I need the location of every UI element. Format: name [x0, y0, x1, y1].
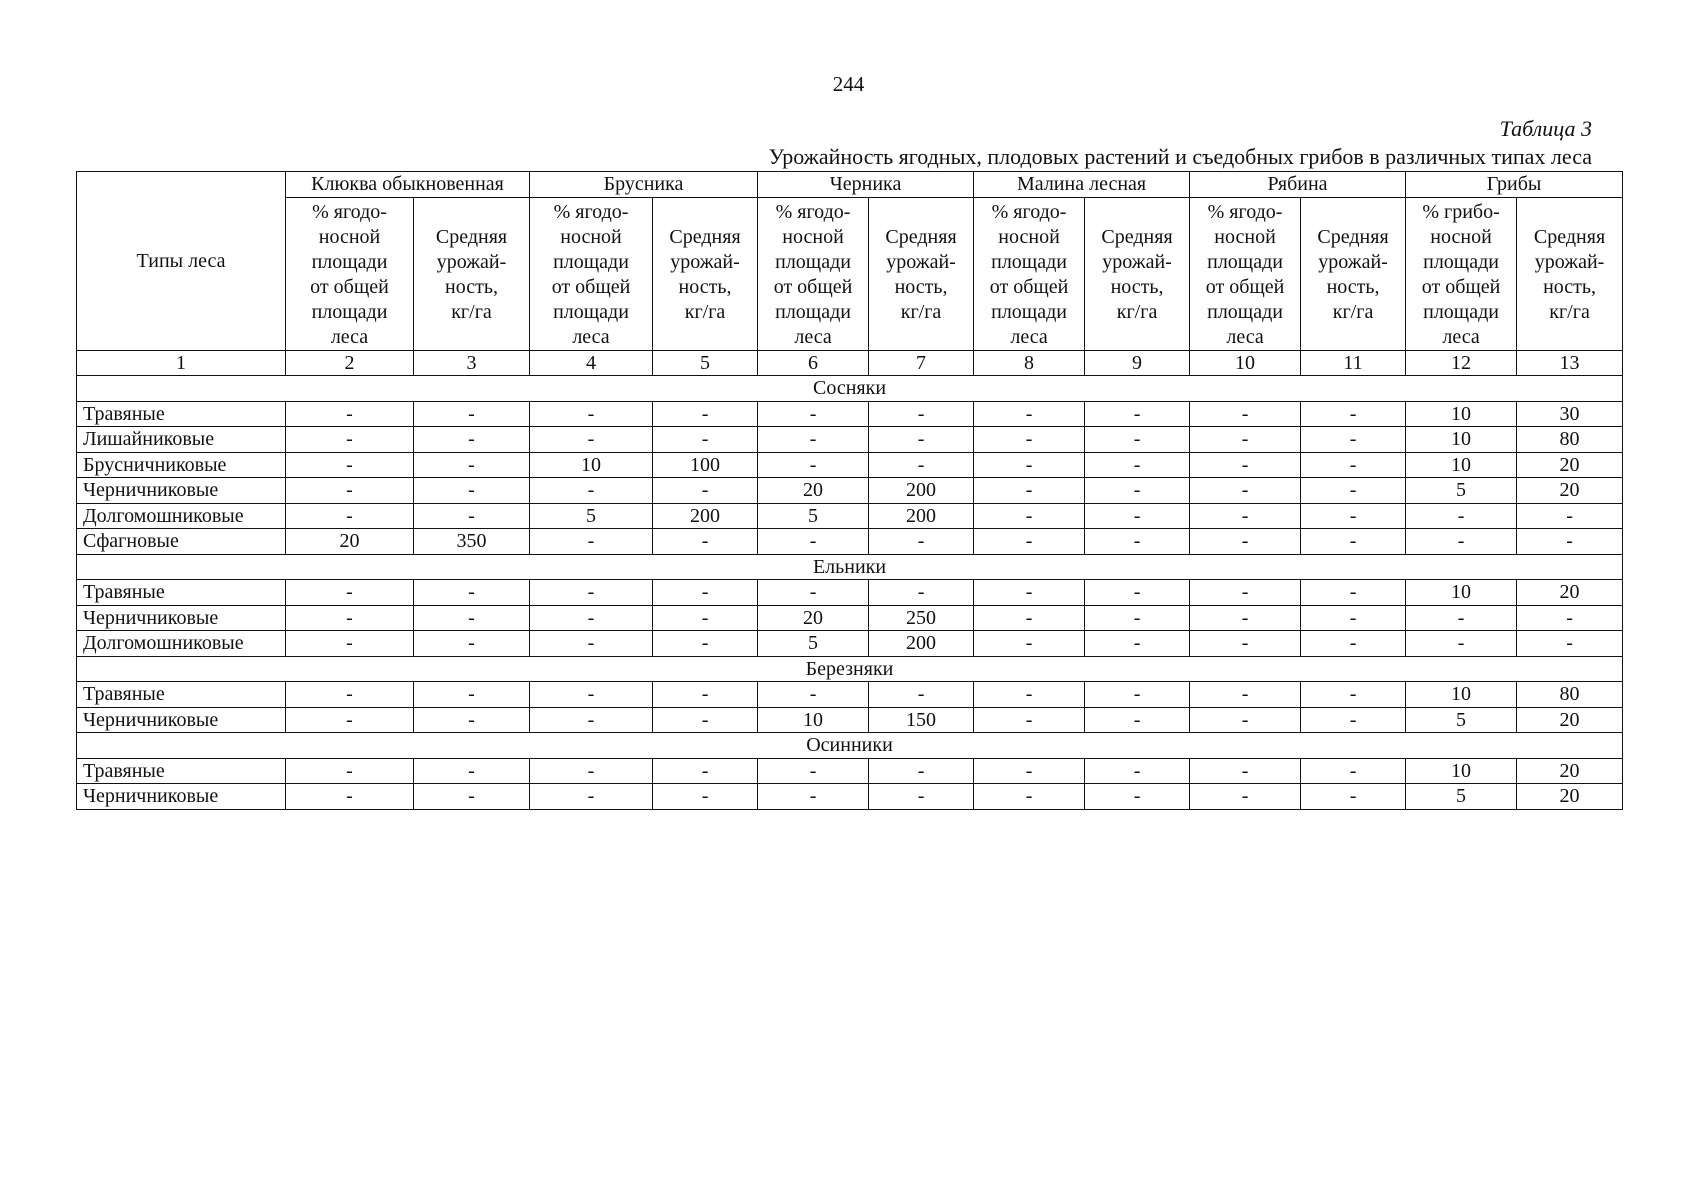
sub-header-line: леса	[330, 325, 369, 348]
value-cell: -	[286, 758, 414, 784]
forest-type-header: Типы леса	[77, 172, 286, 351]
value-cell: -	[530, 529, 653, 555]
sub-header-line: Средняя	[669, 225, 741, 248]
column-number: 9	[1085, 350, 1190, 376]
value-cell: 20	[286, 529, 414, 555]
sub-header-line: ность,	[445, 275, 498, 298]
sub-header-line: носной	[318, 225, 381, 248]
sub-header-line: % ягодо-	[991, 200, 1067, 223]
value-cell: -	[974, 682, 1085, 708]
sub-header-line: Средняя	[1533, 225, 1606, 248]
section-title: Березняки	[77, 656, 1623, 682]
value-cell: -	[414, 452, 530, 478]
value-cell: -	[653, 784, 758, 810]
value-cell: 10	[1406, 452, 1517, 478]
column-number: 3	[414, 350, 530, 376]
value-cell: -	[653, 707, 758, 733]
value-cell: -	[758, 529, 869, 555]
value-cell: 10	[1406, 427, 1517, 453]
forest-type-name: Черничниковые	[77, 605, 286, 631]
value-cell: -	[1085, 580, 1190, 606]
value-cell: -	[1301, 707, 1406, 733]
value-cell: -	[1517, 605, 1623, 631]
sub-header-line: площади	[553, 250, 629, 273]
sub-header-line: урожай-	[1534, 250, 1605, 273]
value-cell: 20	[1517, 452, 1623, 478]
table-row	[77, 631, 1623, 657]
column-number: 11	[1301, 350, 1406, 376]
value-cell: 20	[1517, 707, 1623, 733]
value-cell: -	[1190, 707, 1301, 733]
value-cell: -	[1406, 529, 1517, 555]
value-cell: -	[869, 401, 974, 427]
value-cell: -	[758, 452, 869, 478]
sub-header-line: % грибо-	[1422, 200, 1500, 223]
column-number: 8	[974, 350, 1085, 376]
value-cell: -	[1301, 452, 1406, 478]
value-cell: 30	[1517, 401, 1623, 427]
value-cell: -	[1190, 758, 1301, 784]
value-cell: -	[530, 784, 653, 810]
table-row	[77, 758, 1623, 784]
value-cell: -	[1301, 503, 1406, 529]
sub-header-line: площади	[1207, 300, 1283, 323]
value-cell: -	[530, 427, 653, 453]
value-cell: -	[869, 682, 974, 708]
value-cell: -	[286, 580, 414, 606]
value-cell: -	[653, 758, 758, 784]
sub-header-cell	[1301, 197, 1406, 350]
value-cell: 20	[1517, 758, 1623, 784]
group-header: Брусника	[530, 172, 758, 198]
value-cell: 200	[653, 503, 758, 529]
value-cell: -	[1190, 529, 1301, 555]
sub-header-line: ность,	[1110, 275, 1164, 298]
value-cell: -	[1190, 401, 1301, 427]
value-cell: -	[974, 503, 1085, 529]
value-cell: -	[414, 631, 530, 657]
value-cell: -	[758, 401, 869, 427]
sub-header-line: носной	[998, 225, 1060, 248]
value-cell: 250	[869, 605, 974, 631]
sub-header-row	[77, 197, 1623, 350]
value-cell: 10	[1406, 401, 1517, 427]
sub-header-line: леса	[1010, 325, 1048, 348]
value-cell: -	[286, 503, 414, 529]
table-head	[77, 172, 1623, 376]
value-cell: -	[869, 784, 974, 810]
table-row	[77, 427, 1623, 453]
table-row	[77, 503, 1623, 529]
section-title: Осинники	[77, 733, 1623, 759]
value-cell: -	[286, 452, 414, 478]
value-cell: -	[1301, 631, 1406, 657]
value-cell: -	[530, 605, 653, 631]
table-title: Урожайность ягодных, плодовых растений и съедобных грибов в различных типах леса	[768, 144, 1592, 169]
sub-header-line: площади	[991, 250, 1067, 273]
value-cell: 10	[1406, 682, 1517, 708]
value-cell: 10	[758, 707, 869, 733]
value-cell: -	[414, 784, 530, 810]
value-cell: -	[758, 682, 869, 708]
value-cell: -	[869, 758, 974, 784]
value-cell: 200	[869, 631, 974, 657]
sub-header-line: от общей	[989, 275, 1069, 298]
sub-header-line: Средняя	[1101, 225, 1173, 248]
sub-header-cell	[414, 197, 530, 350]
forest-type-name: Сфагновые	[77, 529, 286, 555]
value-cell: -	[530, 580, 653, 606]
sub-header-line: кг/га	[684, 300, 726, 323]
value-cell: -	[974, 401, 1085, 427]
sub-header-line: площади	[1423, 300, 1499, 323]
column-number: 13	[1517, 350, 1623, 376]
value-cell: 5	[1406, 478, 1517, 504]
value-cell: -	[414, 758, 530, 784]
column-number: 12	[1406, 350, 1517, 376]
section-row	[77, 733, 1623, 759]
value-cell: -	[653, 529, 758, 555]
value-cell: -	[974, 529, 1085, 555]
value-cell: -	[653, 427, 758, 453]
value-cell: -	[1085, 529, 1190, 555]
table-row	[77, 605, 1623, 631]
sub-header-line: ность,	[678, 275, 732, 298]
sub-header-line: Средняя	[1317, 225, 1389, 248]
value-cell: -	[1085, 478, 1190, 504]
value-cell: -	[1301, 427, 1406, 453]
value-cell: -	[530, 631, 653, 657]
value-cell: -	[1406, 605, 1517, 631]
sub-header-line: леса	[794, 325, 832, 348]
value-cell: -	[414, 707, 530, 733]
yield-table	[76, 171, 1623, 810]
value-cell: -	[286, 401, 414, 427]
sub-header-line: % ягодо-	[553, 200, 629, 223]
sub-header-line: ность,	[894, 275, 948, 298]
sub-header-line: урожай-	[670, 250, 740, 273]
table-row	[77, 784, 1623, 810]
value-cell: -	[1406, 631, 1517, 657]
value-cell: -	[1190, 682, 1301, 708]
group-header: Клюква обыкновенная	[286, 172, 530, 198]
value-cell: -	[530, 758, 653, 784]
value-cell: 10	[1406, 758, 1517, 784]
value-cell: 350	[414, 529, 530, 555]
section-row	[77, 656, 1623, 682]
section-title: Ельники	[77, 554, 1623, 580]
value-cell: 80	[1517, 427, 1623, 453]
value-cell: 20	[758, 478, 869, 504]
value-cell: 20	[1517, 580, 1623, 606]
forest-type-name: Долгомошниковые	[77, 503, 286, 529]
value-cell: 150	[869, 707, 974, 733]
section-title: Сосняки	[77, 376, 1623, 402]
sub-header-cell	[1085, 197, 1190, 350]
value-cell: 20	[758, 605, 869, 631]
sub-header-line: урожай-	[1318, 250, 1388, 273]
table-row	[77, 401, 1623, 427]
value-cell: 200	[869, 478, 974, 504]
sub-header-line: леса	[1226, 325, 1264, 348]
sub-header-line: леса	[1442, 325, 1480, 348]
sub-header-line: от общей	[1421, 275, 1501, 298]
section-row	[77, 554, 1623, 580]
sub-header-line: кг/га	[1549, 300, 1590, 323]
value-cell: -	[1301, 784, 1406, 810]
value-cell: -	[1085, 682, 1190, 708]
sub-header-line: урожай-	[436, 250, 507, 273]
value-cell: -	[286, 605, 414, 631]
value-cell: -	[1301, 478, 1406, 504]
sub-header-line: носной	[560, 225, 622, 248]
value-cell: -	[414, 427, 530, 453]
column-number-row	[77, 350, 1623, 376]
value-cell: -	[1085, 631, 1190, 657]
value-cell: -	[974, 707, 1085, 733]
sub-header-cell	[869, 197, 974, 350]
value-cell: 20	[1517, 784, 1623, 810]
forest-type-name: Травяные	[77, 758, 286, 784]
forest-type-name: Долгомошниковые	[77, 631, 286, 657]
column-number: 6	[758, 350, 869, 376]
table-body	[77, 376, 1623, 810]
sub-header-line: площади	[1423, 250, 1499, 273]
value-cell: -	[653, 631, 758, 657]
value-cell: -	[1190, 784, 1301, 810]
value-cell: -	[1301, 758, 1406, 784]
sub-header-line: кг/га	[1332, 300, 1374, 323]
forest-type-name: Травяные	[77, 401, 286, 427]
value-cell: -	[530, 478, 653, 504]
value-cell: -	[1190, 605, 1301, 631]
value-cell: 5	[1406, 707, 1517, 733]
value-cell: 80	[1517, 682, 1623, 708]
table-row	[77, 478, 1623, 504]
sub-header-line: леса	[572, 325, 610, 348]
value-cell: -	[1190, 503, 1301, 529]
table-label: Таблица 3	[1499, 116, 1592, 141]
value-cell: -	[414, 580, 530, 606]
sub-header-line: ность,	[1326, 275, 1380, 298]
value-cell: -	[1085, 605, 1190, 631]
value-cell: -	[869, 452, 974, 478]
value-cell: -	[1190, 580, 1301, 606]
value-cell: -	[974, 605, 1085, 631]
value-cell: -	[869, 580, 974, 606]
column-number: 10	[1190, 350, 1301, 376]
value-cell: -	[653, 478, 758, 504]
column-number: 4	[530, 350, 653, 376]
value-cell: 200	[869, 503, 974, 529]
value-cell: -	[653, 401, 758, 427]
forest-type-name: Травяные	[77, 580, 286, 606]
value-cell: -	[974, 580, 1085, 606]
column-number: 7	[869, 350, 974, 376]
sub-header-line: от общей	[773, 275, 853, 298]
value-cell: -	[869, 529, 974, 555]
sub-header-line: Средняя	[435, 225, 508, 248]
value-cell: -	[286, 631, 414, 657]
value-cell: 5	[758, 631, 869, 657]
value-cell: -	[286, 784, 414, 810]
value-cell: -	[1301, 605, 1406, 631]
sub-header-line: площади	[553, 300, 629, 323]
sub-header-cell	[653, 197, 758, 350]
sub-header-cell	[1406, 197, 1517, 350]
sub-header-line: носной	[1430, 225, 1492, 248]
value-cell: -	[414, 682, 530, 708]
value-cell: 5	[530, 503, 653, 529]
value-cell: -	[653, 682, 758, 708]
value-cell: -	[414, 478, 530, 504]
sub-header-line: от общей	[551, 275, 631, 298]
value-cell: -	[653, 605, 758, 631]
value-cell: -	[530, 707, 653, 733]
table-row	[77, 580, 1623, 606]
group-header: Грибы	[1406, 172, 1623, 198]
forest-type-name: Черничниковые	[77, 784, 286, 810]
value-cell: 20	[1517, 478, 1623, 504]
value-cell: -	[1085, 401, 1190, 427]
value-cell: -	[1301, 529, 1406, 555]
value-cell: 5	[1406, 784, 1517, 810]
value-cell: -	[530, 682, 653, 708]
sub-header-cell	[1517, 197, 1623, 350]
value-cell: -	[286, 682, 414, 708]
sub-header-line: кг/га	[451, 300, 492, 323]
value-cell: -	[1085, 503, 1190, 529]
sub-header-cell	[758, 197, 869, 350]
value-cell: 10	[1406, 580, 1517, 606]
value-cell: -	[1517, 503, 1623, 529]
value-cell: -	[974, 478, 1085, 504]
value-cell: -	[974, 631, 1085, 657]
value-cell: -	[1517, 529, 1623, 555]
sub-header-line: площади	[775, 250, 851, 273]
sub-header-line: % ягодо-	[775, 200, 851, 223]
value-cell: -	[1190, 452, 1301, 478]
forest-type-name: Травяные	[77, 682, 286, 708]
sub-header-cell	[286, 197, 414, 350]
sub-header-line: % ягодо-	[312, 200, 387, 223]
value-cell: -	[1085, 758, 1190, 784]
sub-header-line: площади	[991, 300, 1067, 323]
value-cell: -	[1190, 631, 1301, 657]
sub-header-line: кг/га	[900, 300, 942, 323]
group-header: Черника	[758, 172, 974, 198]
value-cell: -	[869, 427, 974, 453]
value-cell: -	[1085, 452, 1190, 478]
value-cell: -	[974, 427, 1085, 453]
value-cell: -	[1190, 478, 1301, 504]
value-cell: -	[286, 707, 414, 733]
value-cell: -	[758, 427, 869, 453]
value-cell: -	[286, 427, 414, 453]
value-cell: -	[1085, 427, 1190, 453]
forest-type-name: Черничниковые	[77, 707, 286, 733]
value-cell: -	[530, 401, 653, 427]
sub-header-line: носной	[1214, 225, 1276, 248]
value-cell: -	[414, 605, 530, 631]
value-cell: -	[974, 452, 1085, 478]
table-row	[77, 529, 1623, 555]
value-cell: -	[758, 580, 869, 606]
sub-header-line: % ягодо-	[1207, 200, 1283, 223]
column-number: 1	[77, 350, 286, 376]
sub-header-line: урожай-	[886, 250, 956, 273]
column-number: 5	[653, 350, 758, 376]
sub-header-line: площади	[1207, 250, 1283, 273]
sub-header-line: от общей	[310, 275, 389, 298]
value-cell: -	[758, 784, 869, 810]
sub-header-line: урожай-	[1102, 250, 1172, 273]
value-cell: -	[758, 758, 869, 784]
sub-header-line: площади	[775, 300, 851, 323]
sub-header-cell	[1190, 197, 1301, 350]
value-cell: -	[1190, 427, 1301, 453]
forest-type-name: Брусничниковые	[77, 452, 286, 478]
value-cell: -	[1301, 580, 1406, 606]
value-cell: -	[1085, 784, 1190, 810]
sub-header-cell	[974, 197, 1085, 350]
sub-header-line: площади	[311, 300, 388, 323]
table-row	[77, 682, 1623, 708]
forest-type-name: Лишайниковые	[77, 427, 286, 453]
value-cell: -	[974, 758, 1085, 784]
value-cell: -	[414, 503, 530, 529]
value-cell: 100	[653, 452, 758, 478]
column-number: 2	[286, 350, 414, 376]
group-header: Малина лесная	[974, 172, 1190, 198]
value-cell: -	[414, 401, 530, 427]
table-row	[77, 707, 1623, 733]
value-cell: 5	[758, 503, 869, 529]
value-cell: -	[1517, 631, 1623, 657]
sub-header-cell	[530, 197, 653, 350]
sub-header-line: от общей	[1205, 275, 1285, 298]
table-row	[77, 452, 1623, 478]
value-cell: -	[1301, 682, 1406, 708]
group-header-row	[77, 172, 1623, 198]
sub-header-line: носной	[782, 225, 844, 248]
value-cell: -	[286, 478, 414, 504]
sub-header-line: Средняя	[885, 225, 957, 248]
group-header: Рябина	[1190, 172, 1406, 198]
sub-header-line: ность,	[1543, 275, 1597, 298]
value-cell: -	[653, 580, 758, 606]
value-cell: -	[1085, 707, 1190, 733]
value-cell: -	[1406, 503, 1517, 529]
sub-header-line: кг/га	[1116, 300, 1158, 323]
value-cell: 10	[530, 452, 653, 478]
section-row	[77, 376, 1623, 402]
forest-type-name: Черничниковые	[77, 478, 286, 504]
sub-header-line: площади	[311, 250, 388, 273]
page-number: 244	[832, 72, 865, 96]
value-cell: -	[1301, 401, 1406, 427]
value-cell: -	[974, 784, 1085, 810]
